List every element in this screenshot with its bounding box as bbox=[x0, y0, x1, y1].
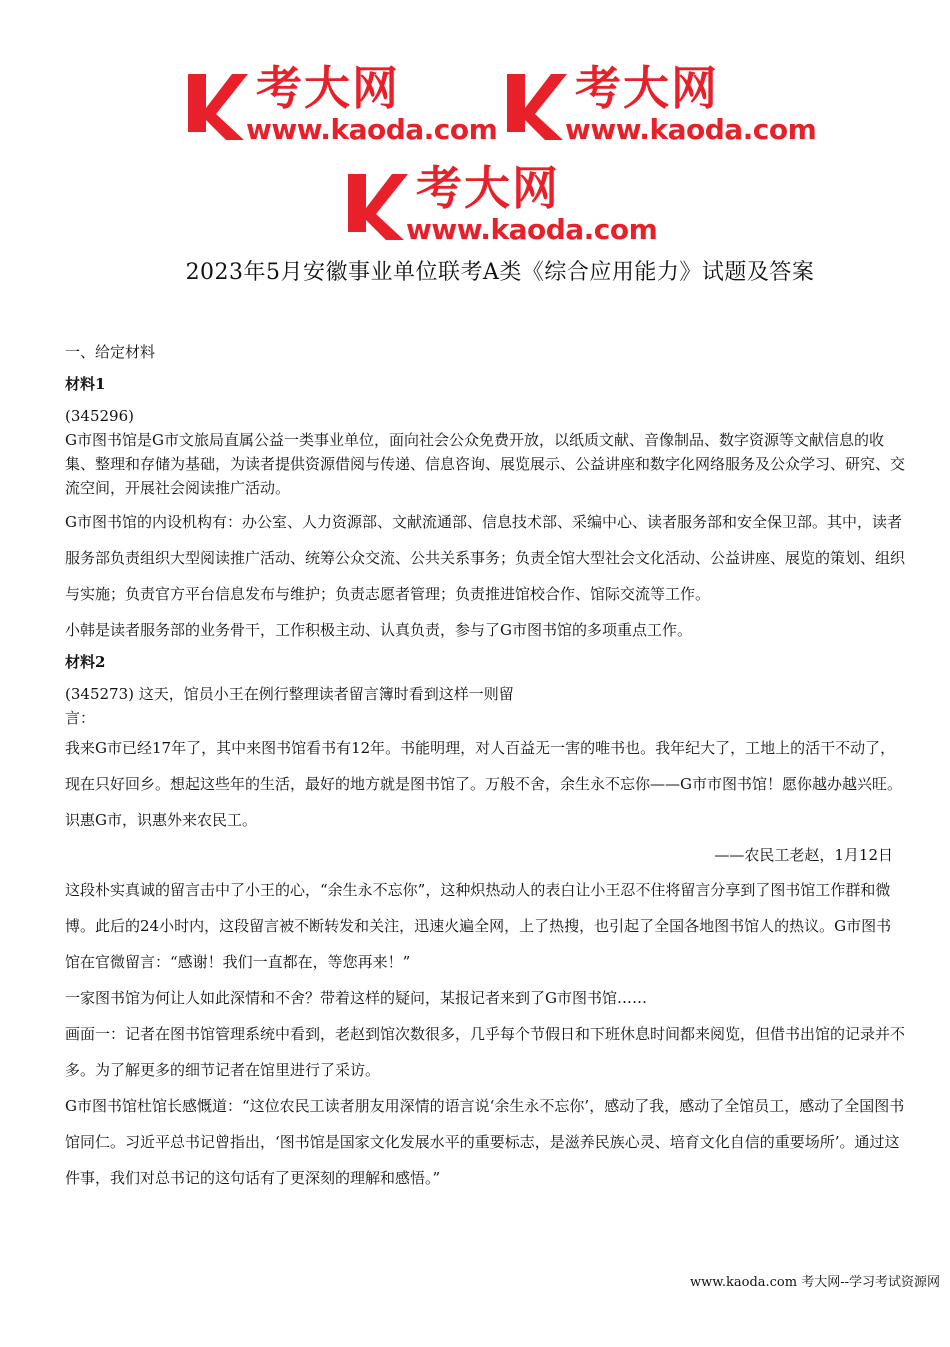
kaoda-logo bbox=[346, 162, 657, 246]
material-1-paragraph-2: G市图书馆的内设机构有：办公室、人力资源部、文献流通部、信息技术部、采编中心、读者服务部和安全保卫部。其中，读者服务部负责组织大型阅读推广活动、统筹公众交流、公共关系事务；负责全馆大型社会文化活动、公益讲座、展览的策划、组织与实施；负责官方平台信息发布与维护；负责志愿者管理；负责推进馆校合作、馆际交流等工作。 bbox=[65, 513, 906, 603]
material-2-paragraph-2: 一家图书馆为何让人如此深情和不舍？带着这样的疑问，某报记者来到了G市图书馆…… bbox=[65, 989, 647, 1007]
logo-cn-text: 考大网 bbox=[256, 61, 400, 115]
logo-cn-text: 考大网 bbox=[416, 161, 560, 215]
material-2-heading: 材料2 bbox=[65, 653, 106, 671]
kaoda-k-icon bbox=[346, 162, 410, 242]
logo-cn-text: 考大网 bbox=[575, 61, 719, 115]
kaoda-logo bbox=[186, 62, 497, 146]
kaoda-k-icon bbox=[186, 62, 250, 142]
logo-url-text: www.kaoda.com bbox=[406, 213, 658, 246]
material-2-paragraph-1: 这段朴实真诚的留言击中了小王的心，“余生永不忘你”，这种炽热动人的表白让小王忍不住将留言分享到了图书馆工作群和微博。此后的24小时内，这段留言被不断转发和关注，迅速火遍全网，上了热搜，也引起了全国各地图书馆人的热议。G市图书馆在官微留言：“感谢！我们一直都在，等您再来！” bbox=[65, 881, 892, 971]
material-2-paragraph-4: G市图书馆杜馆长感慨道：“这位农民工读者朋友用深情的语言说‘余生永不忘你’，感动了我，感动了全馆员工，感动了全国图书馆同仁。习近平总书记曾指出，‘图书馆是国家文化发展水平的重要标志，是滋养民族心灵、培育文化自信的重要场所’。通过这件事，我们对总书记的这句话有了更深刻的理解和感悟。” bbox=[65, 1097, 905, 1187]
material-2-intro: (345273) 这天，馆员小王在例行整理读者留言簿时看到这样一则留言： bbox=[65, 685, 514, 727]
document-body bbox=[65, 340, 905, 1196]
logo-url-text: www.kaoda.com bbox=[565, 113, 817, 146]
material-2-paragraph-3: 画面一：记者在图书馆管理系统中看到，老赵到馆次数很多，几乎每个节假日和下班休息时间都来阅览，但借书出馆的记录并不多。为了解更多的细节记者在馆里进行了采访。 bbox=[65, 1025, 906, 1079]
kaoda-k-icon bbox=[505, 62, 569, 142]
kaoda-logo bbox=[505, 62, 816, 146]
material-1-paragraph-3: 小韩是读者服务部的业务骨干，工作积极主动、认真负责，参与了G市图书馆的多项重点工作。 bbox=[65, 621, 692, 639]
material-1-code: (345296) bbox=[65, 407, 134, 425]
material-2-message: 我来G市已经17年了，其中来图书馆看书有12年。书能明理，对人百益无一害的唯书也。我年纪大了，工地上的活干不动了，现在只好回乡。想起这些年的生活，最好的地方就是图书馆了。万般不舍，余生永不忘你——G市市图书馆！愿你越办越兴旺。识惠G市，识惠外来农民工。 bbox=[65, 739, 902, 829]
logo-url-text: www.kaoda.com bbox=[246, 113, 498, 146]
message-signature: ——农民工老赵，1月12日 bbox=[714, 846, 893, 864]
page-footer: www.kaoda.com 考大网--学习考试资源网 bbox=[690, 1275, 940, 1290]
section-heading: 一、给定材料 bbox=[65, 343, 156, 361]
material-1-paragraph-1: G市图书馆是G市文旅局直属公益一类事业单位，面向社会公众免费开放，以纸质文献、音像制品、数字资源等文献信息的收集、整理和存储为基础，为读者提供资源借阅与传递、信息咨询、展览展示、公益讲座和数字化网络服务及公众学习、研究、交流空间，开展社会阅读推广活动。 bbox=[65, 431, 906, 497]
document-title: 2023年5月安徽事业单位联考A类《综合应用能力》试题及答案 bbox=[185, 260, 815, 285]
material-1-heading: 材料1 bbox=[65, 375, 106, 393]
